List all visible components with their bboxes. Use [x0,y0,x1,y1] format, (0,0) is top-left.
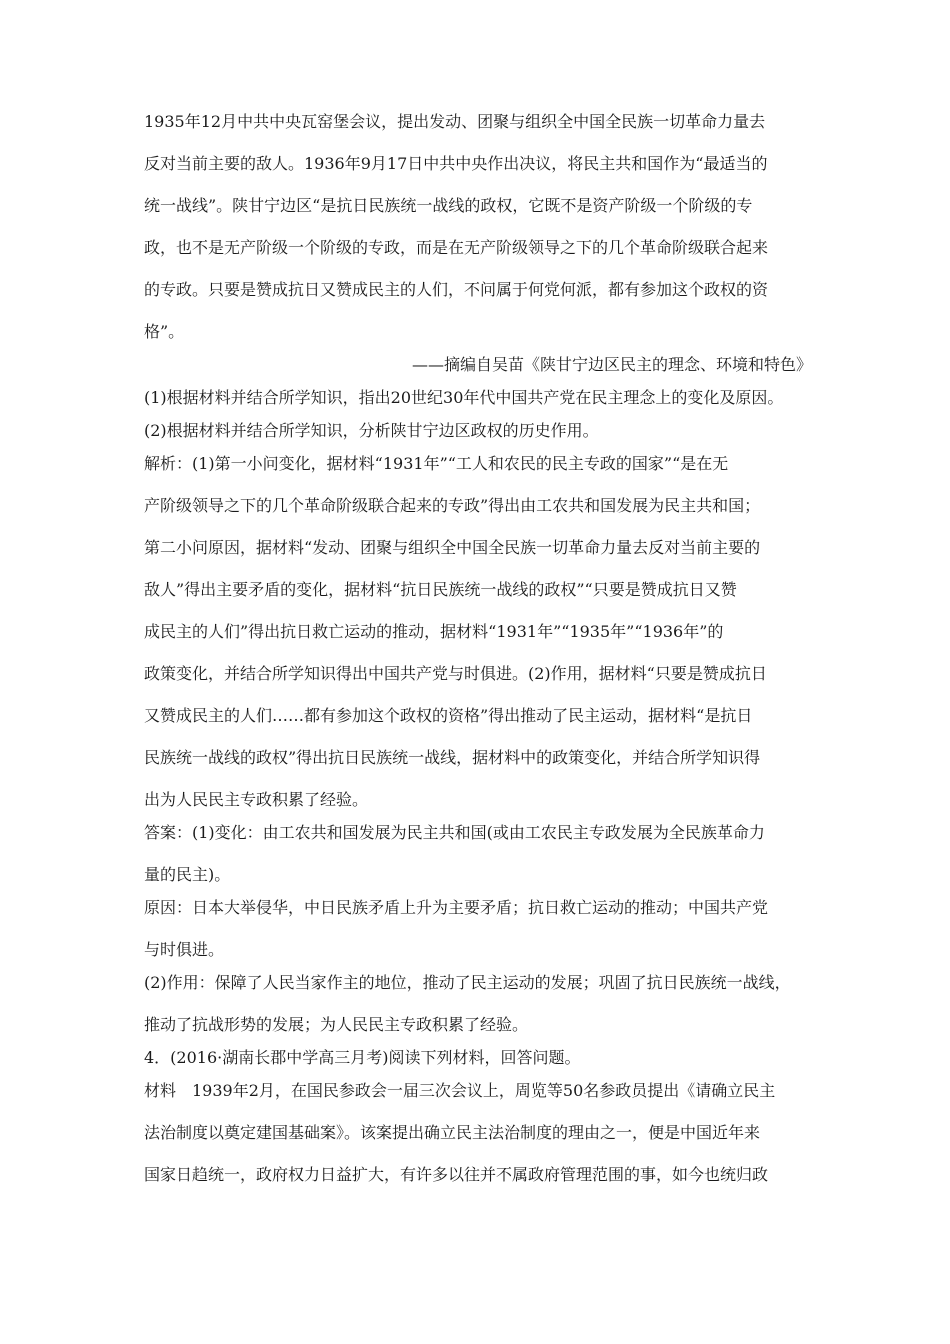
text-line: 反对当前主要的敌人。1936年9月17日中共中央作出决议，将民主共和国作为“最适当的 [144,154,768,173]
text-line: 原因：日本大举侵华，中日民族矛盾上升为主要矛盾；抗日救亡运动的推动；中国共产党 [144,898,769,917]
text-line: 产阶级领导之下的几个革命阶级联合起来的专政”得出由工农共和国发展为民主共和国； [144,496,761,515]
question-2: (2)根据材料并结合所学知识，分析陕甘宁边区政权的历史作用。 [144,421,599,440]
source-citation: ——摘编自吴苗《陕甘宁边区民主的理念、环境和特色》 [411,355,812,374]
answer-effect-paragraph [144,973,812,1035]
text-line: 与时俱进。 [144,940,225,959]
text-line: 法治制度以奠定建国基础案》。该案提出确立民主法治制度的理由之一，便是中国近年来 [144,1123,761,1142]
question-4-material-paragraph [144,1081,812,1185]
answer-reason-paragraph [144,898,812,960]
text-line: 推动了抗战形势的发展；为人民民主专政积累了经验。 [144,1015,529,1034]
question-4-title: 4．(2016·湖南长郡中学高三月考)阅读下列材料，回答问题。 [144,1048,581,1067]
text-line: 民族统一战线的政权”得出抗日民族统一战线，据材料中的政策变化，并结合所学知识得 [144,748,761,767]
material-paragraph [144,112,812,342]
text-line: 答案：(1)变化：由工农共和国发展为民主共和国(或由工农民主专政发展为全民族革命力 [144,823,765,842]
text-line: 出为人民民主专政积累了经验。 [144,790,369,809]
text-line: 敌人”得出主要矛盾的变化，据材料“抗日民族统一战线的政权”“只要是赞成抗日又赞 [144,580,737,599]
text-line: 又赞成民主的人们……都有参加这个政权的资格”得出推动了民主运动，据材料“是抗日 [144,706,753,725]
text-line: 1935年12月中共中央瓦窑堡会议，提出发动、团聚与组织全中国全民族一切革命力量去 [144,112,766,131]
text-line: 量的民主)。 [144,865,231,884]
text-line: 第二小问原因，据材料“发动、团聚与组织全中国全民族一切革命力量去反对当前主要的 [144,538,761,557]
question-1: (1)根据材料并结合所学知识，指出20世纪30年代中国共产党在民主理念上的变化及原因。 [144,388,784,407]
source-citation-block [144,355,812,375]
text-line: (2)作用：保障了人民当家作主的地位，推动了民主运动的发展；巩固了抗日民族统一战线， [144,973,791,992]
analysis-paragraph [144,454,812,810]
text-line: 国家日趋统一，政府权力日益扩大，有许多以往并不属政府管理范围的事，如今也统归政 [144,1165,769,1184]
text-line: 解析：(1)第一小问变化，据材料“1931年”“工人和农民的民主专政的国家”“是在无 [144,454,729,473]
question-4-title-block [144,1048,812,1068]
text-line: 格”。 [144,322,185,341]
text-line: 材料 1939年2月，在国民参政会一届三次会议上，周览等50名参政员提出《请确立民主 [144,1081,776,1100]
text-line: 成民主的人们”得出抗日救亡运动的推动，据材料“1931年”“1935年”“1936年”的 [144,622,724,641]
text-line: 的专政。只要是赞成抗日又赞成民主的人们，不问属于何党何派，都有参加这个政权的资 [144,280,769,299]
document-page [144,112,812,1207]
text-line: 政，也不是无产阶级一个阶级的专政，而是在无产阶级领导之下的几个革命阶级联合起来 [144,238,769,257]
answer-change-paragraph [144,823,812,885]
text-line: 政策变化，并结合所学知识得出中国共产党与时俱进。(2)作用，据材料“只要是赞成抗日 [144,664,767,683]
text-line: 统一战线”。陕甘宁边区“是抗日民族统一战线的政权，它既不是资产阶级一个阶级的专 [144,196,753,215]
questions-block [144,388,812,441]
